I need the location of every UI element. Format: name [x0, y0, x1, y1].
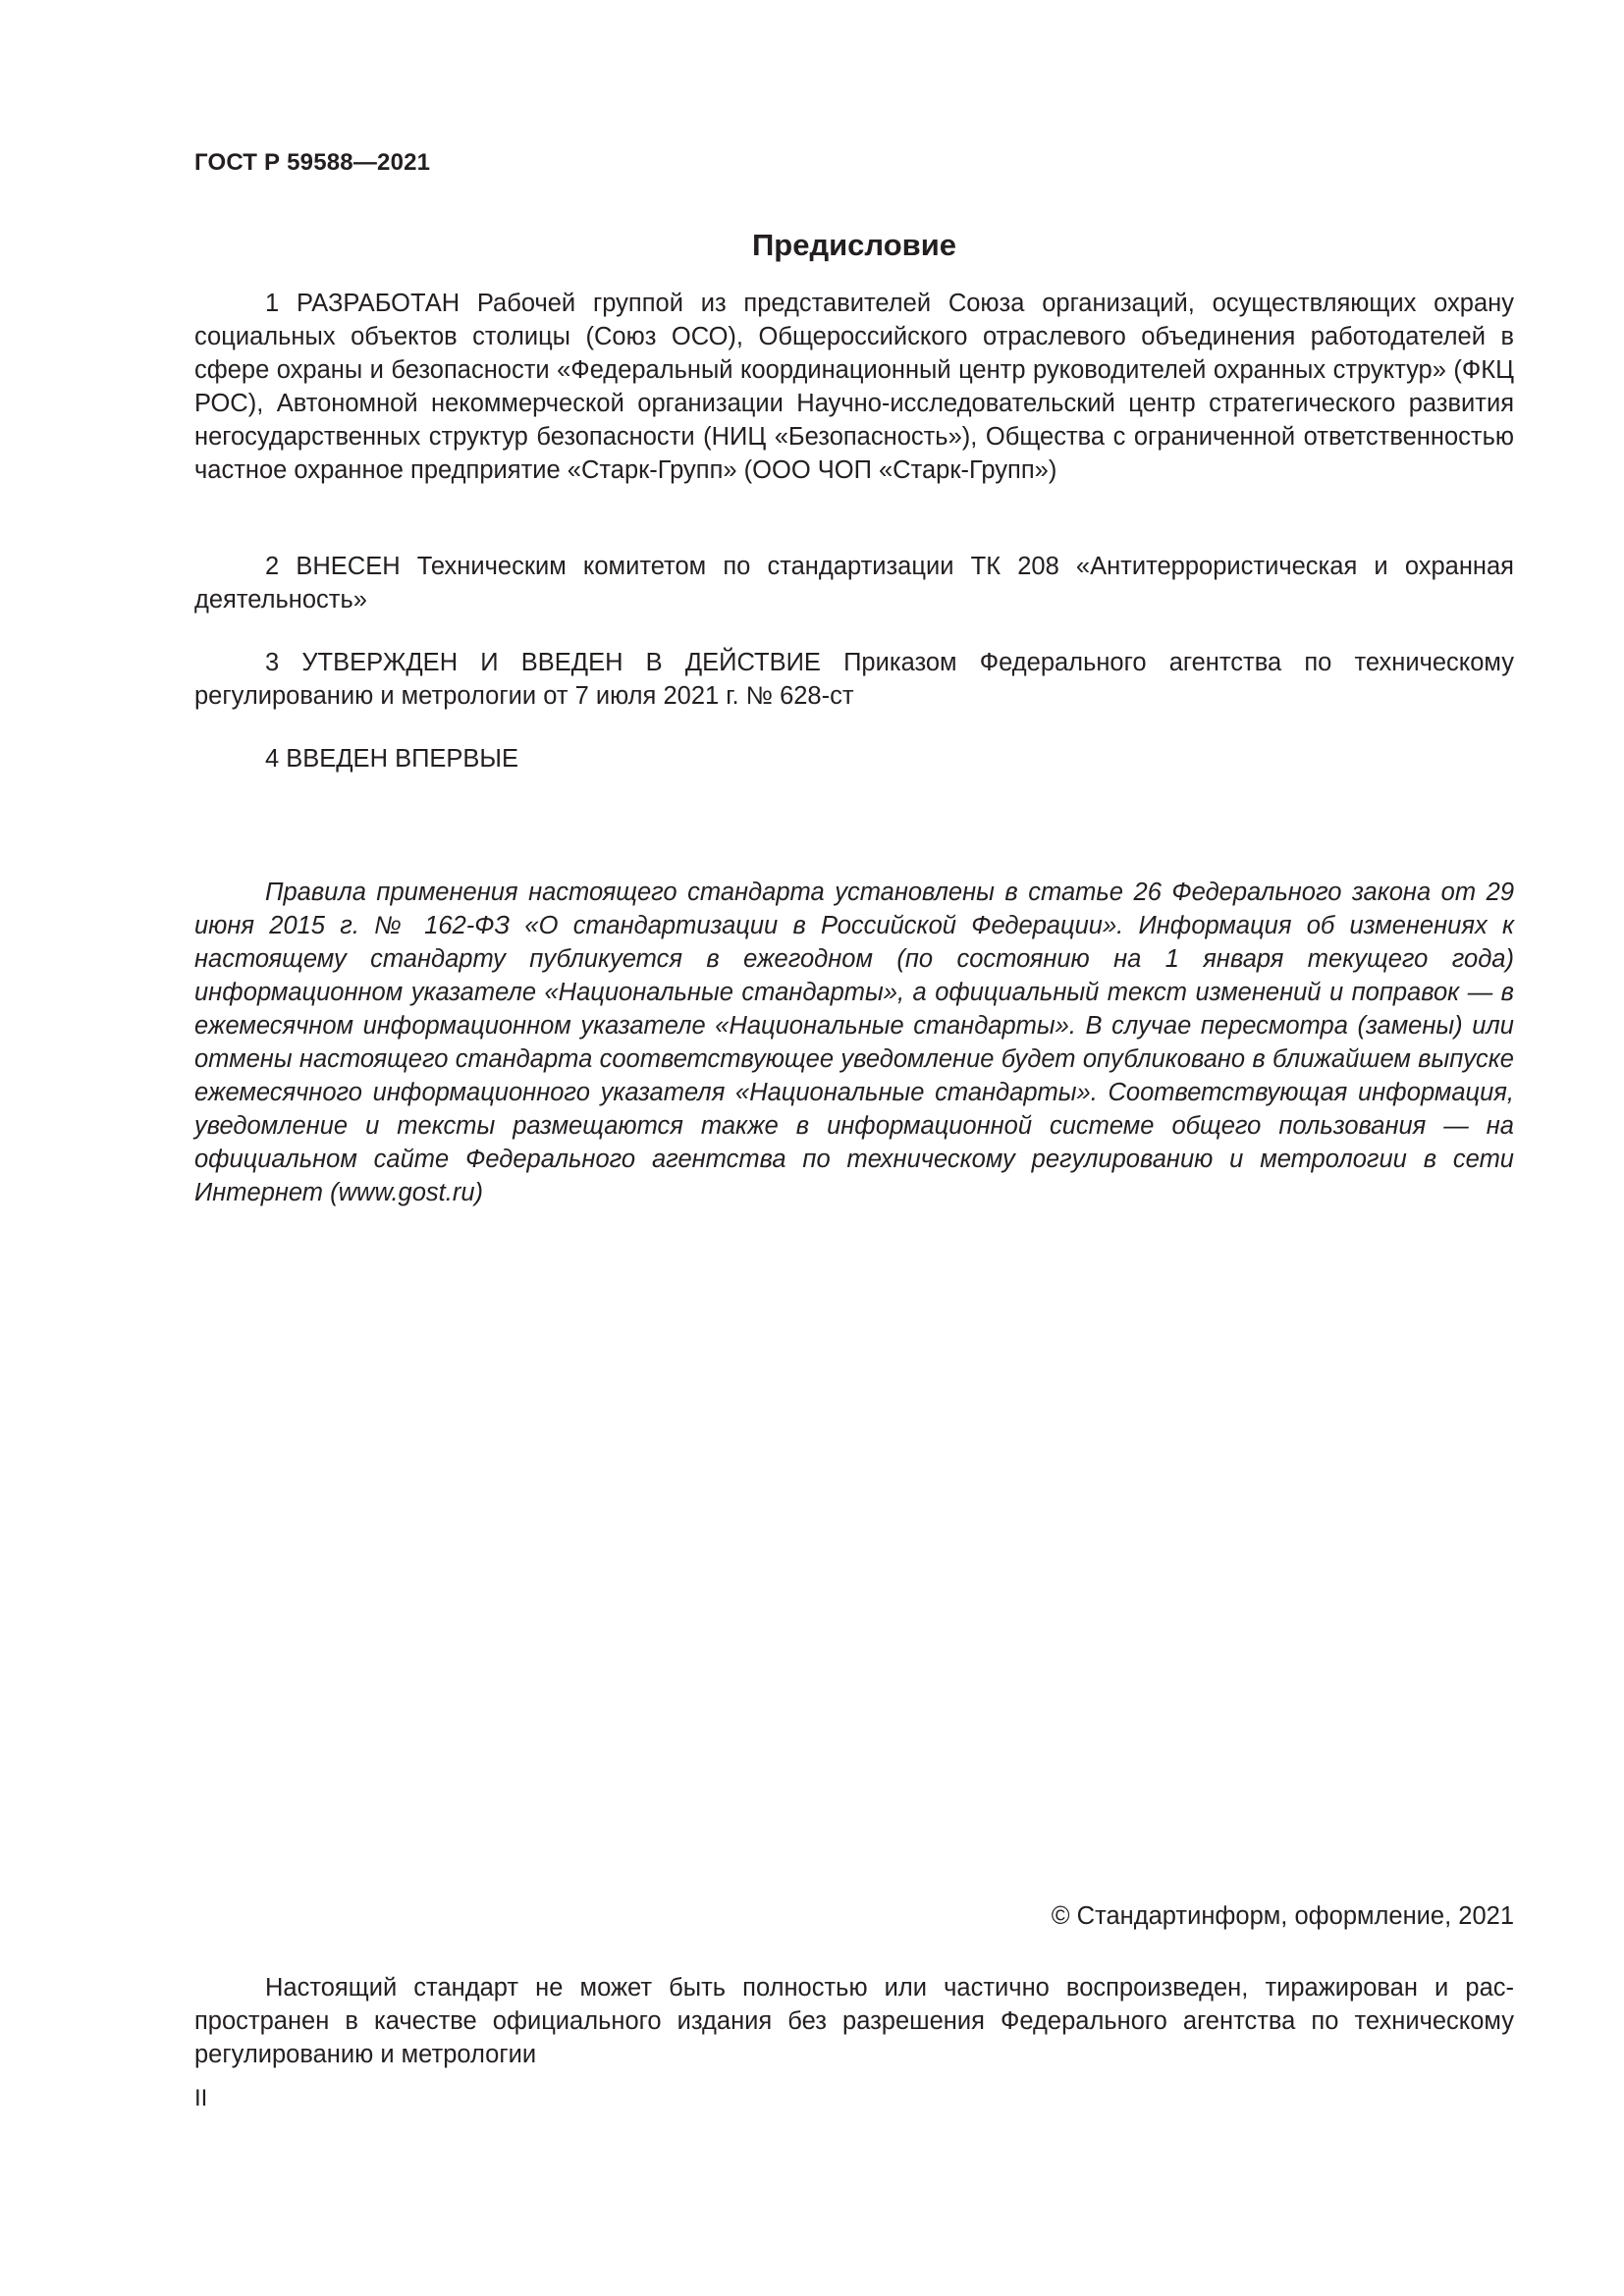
preface-item-text: 2 ВНЕСЕН Техническим комитетом по стандартизации ТК 208 «Антитеррористическая и охранная деятельность»	[194, 553, 1514, 614]
preface-item-approved	[194, 646, 1514, 713]
preface-item-developed	[194, 287, 1514, 487]
preface-item-first-introduced	[194, 742, 1514, 775]
preface-item-text: 3 УТВЕРЖДЕН И ВВЕДЕН В ДЕЙСТВИЕ Приказом Федерального агентства по техническому регулированию и метрологии от 7 июля 2021 г. № 628-ст	[194, 649, 1514, 710]
preface-item-text: 4 ВВЕДЕН ВПЕРВЫЕ	[265, 745, 519, 773]
reproduction-notice: Настоящий стандарт не может быть полностью или частично воспроизведен, тиражирован и распространен в качестве официального издания без разрешения Федерального агентства по техническому регулированию и метрологии	[194, 1974, 1514, 2068]
copyright-line: © Стандартинформ, оформление, 2021	[1051, 1902, 1514, 1930]
preface-item-introduced	[194, 550, 1514, 616]
preface-item-text: 1 РАЗРАБОТАН Рабочей группой из представителей Союза организаций, осуществляющих охрану социальных объектов столицы (Союз ОСО), Общероссийского отраслевого объединения работодателей в сфере охраны и безопасности «Федеральный координационный центр руководителей охранных структур» (ФКЦ РОС), Автономной некоммерческой организации Научно-исследовательский центр стратегического развития негосударственных структур безопасности (НИЦ «Безопасность»), Общества с ограниченной ответственностью частное охранное предприятие «Старк-Групп» (ООО ЧОП «Старк-Групп»)	[194, 290, 1514, 484]
page-number: II	[194, 2085, 208, 2111]
preface-title: Предисловие	[751, 228, 956, 262]
application-rules-note: Правила применения настоящего стандарта установлены в статье 26 Федерального закона от 29 июня 2015 г. № 162-ФЗ «О стандартизации в Российской Федерации». Информация об изменениях к настоящему стандарту публикуется в ежегодном (по состоянию на 1 января текущего года) информационном указателе «Национальные стандарты», а официальный текст изменений и поправок — в ежемесячном информационном указателе «Национальные стандарты». В случае пересмотра (замены) или отмены настоящего стандарта соответствующее уведомление будет опубликовано в ближайшем выпуске ежемесячного информационного указателя «Национальные стандарты». Соответствующая информация, уведомление и тексты размещаются также в информационной системе общего пользования — на официальном сайте Федерального агентства по техническому регулированию и метрологии в сети Интернет (www.gost.ru)	[194, 879, 1514, 1206]
document-code: ГОСТ Р 59588—2021	[194, 149, 431, 176]
